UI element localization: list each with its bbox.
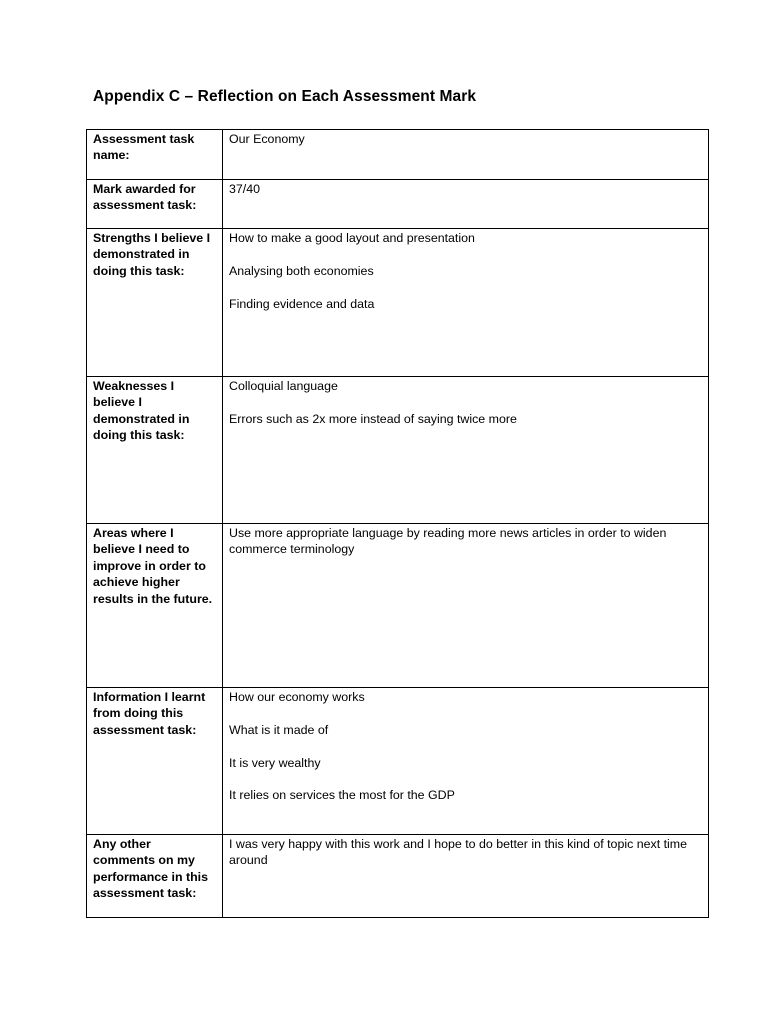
reflection-table <box>86 129 709 918</box>
label-weaknesses: Weaknesses I believe I demonstrated in doing this task: <box>87 377 223 524</box>
value-paragraph: 37/40 <box>229 182 261 196</box>
value-information-learnt <box>223 688 709 835</box>
row-task-name <box>87 130 709 180</box>
value-paragraph: Analysing both economies <box>229 263 374 278</box>
row-weaknesses <box>87 377 709 524</box>
value-paragraph: It relies on services the most for the GDP <box>229 788 455 803</box>
value-paragraph: Our Economy <box>229 132 305 146</box>
value-paragraph: Colloquial language <box>229 379 338 393</box>
row-other-comments <box>87 835 709 918</box>
value-paragraph: What is it made of <box>229 722 329 737</box>
value-mark-awarded <box>223 180 709 229</box>
row-mark-awarded <box>87 180 709 229</box>
page-title: Appendix C – Reflection on Each Assessment Mark <box>93 88 477 105</box>
value-paragraph: Errors such as 2x more instead of saying twice more <box>229 411 517 426</box>
value-paragraph: Finding evidence and data <box>229 296 375 311</box>
label-other-comments: Any other comments on my performance in this assessment task: <box>87 835 223 918</box>
value-paragraph: I was very happy with this work and I hope to do better in this kind of topic next time around <box>229 837 687 868</box>
label-information-learnt: Information I learnt from doing this assessment task: <box>87 688 223 835</box>
value-task-name <box>223 130 709 180</box>
value-paragraph: It is very wealthy <box>229 755 321 770</box>
value-paragraph: How our economy works <box>229 690 365 704</box>
label-strengths: Strengths I believe I demonstrated in doing this task: <box>87 229 223 377</box>
label-improvements: Areas where I believe I need to improve in order to achieve higher results in the future. <box>87 524 223 688</box>
row-improvements <box>87 524 709 688</box>
value-weaknesses <box>223 377 709 524</box>
label-task-name: Assessment task name: <box>87 130 223 180</box>
row-information-learnt <box>87 688 709 835</box>
value-paragraph: How to make a good layout and presentation <box>229 231 475 245</box>
value-paragraph: Use more appropriate language by reading more news articles in order to widen commerce terminology <box>229 526 667 557</box>
value-strengths <box>223 229 709 377</box>
row-strengths <box>87 229 709 377</box>
value-other-comments <box>223 835 709 918</box>
value-improvements <box>223 524 709 688</box>
label-mark-awarded: Mark awarded for assessment task: <box>87 180 223 229</box>
